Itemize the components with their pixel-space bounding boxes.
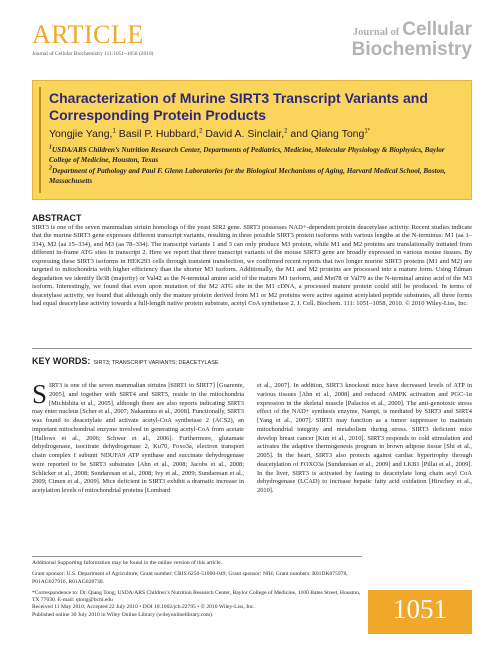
journal-citation: Journal of Cellular Biochemistry 111:1051–1058 (2010) — [32, 51, 154, 57]
supporting-info-note: Additional Supporting Information may be found in the online version of this article. — [32, 560, 222, 566]
affiliation-1 — [49, 146, 459, 165]
title-box — [32, 80, 472, 200]
keywords-line — [32, 348, 472, 369]
body-text-left: IRT3 is one of the seven mammalian sirtuins [SIRT1 to SIRT7] [Guarente, 2005], and together with SIRT4 and SIRT5, reside in the mitochondria [Michishita et al., 2005], although there are also reports indicating SIRT3 may enter nucleus [Scher et al., 2007; Nakamura et al., 2008]. Functionally, SIRT3 was found to deacetylate and activate acetyl-CoA synthetase 2 (ACS2), an important mitochondrial enzyme involved in generating acetyl-CoA from acetate [Hallows et al., 2006; Schwer et al., 2006]. Furthermore, glutamate dehydrogenase, isocitrate dehydrogenase 2, Ku70, Foxo3a, electron transport chain complex I subunit NDUFA9 ATP synthase and succinate dehydrogenase were reported to be SIRT3 substrates [Ahn et al., 2008; Jacobs et al., 2008; Schlicker et al., 2008; Sundaresan et al., 2008; Ivy et al., 2009; Sundaresan et al., 2009; Cimen et al., 2009]. Mice deficient in SIRT3 exhibit a dramatic increase in acetylation levels of mitochondrial proteins [Lombard — [32, 382, 244, 494]
author-name: Basil P. Hubbard, — [115, 128, 200, 140]
body-column-right — [257, 382, 472, 496]
affiliation-2 — [49, 167, 459, 186]
section-label: ARTICLE — [32, 20, 144, 49]
author-affiliation-mark: 2 — [199, 128, 203, 135]
journal-logo — [352, 20, 472, 59]
journal-biochemistry: Biochemistry — [351, 39, 472, 60]
author-list — [49, 128, 370, 140]
keywords-values: SIRT3; TRANSCRIPT VARIANTS; DEACETYLASE — [93, 360, 219, 366]
author-name: and Qiang Tong — [287, 128, 365, 140]
title-box-accent-bar — [39, 87, 41, 193]
article-title: Characterization of Murine SIRT3 Transcript Variants and Corresponding Protein Products — [49, 90, 428, 123]
affiliation-mark: 2 — [49, 165, 52, 172]
footnotes — [32, 556, 362, 619]
author-affiliation-mark: 1* — [364, 128, 371, 135]
affiliation-text: Department of Pathology and Paul F. Glenn Laboratories for the Biological Mechanisms of Aging, Harvard Medical School, Boston, Massachusetts — [49, 167, 446, 185]
keywords-label: KEY WORDS: — [32, 356, 91, 366]
journal-of: Journal of — [352, 27, 400, 38]
drop-cap: S — [32, 379, 48, 409]
author-affiliation-mark: 1 — [112, 128, 116, 135]
published-info: Published online 30 July 2010 in Wiley Online Library (wileyonlinelibrary.com). — [32, 611, 214, 618]
body-text-right: et al., 2007]. In addition, SIRT3 knockout mice have decreased levels of ATP in various tissues [Ahn et al., 2008] and reduced AMPK activation and PGC-1α expression in the skeletal muscle [Palacios et al., 2009]. The anti-genotoxic stress effect of the NAD+ synthesis enzyme, Nampt, is mediated by SIRT3 and SIRT4 [Yang et al., 2007]. SIRT3 may function as a tumor suppressor to maintain mitochondrial integrity and metabolism during stress. SIRT3 deficient mice develop breast cancer [Kim et al., 2010]. SIRT3 responds to cold stimulation and activates the adaptive thermogenesis program in brown adipose tissue [Shi et al., 2005]. In the heart, SIRT3 also protects against cardiac hypertrophy through deacetylation of FOXO3a [Sundaresan et al., 2009] and LKB1 [Pillai et al., 2009]. In the liver, SIRT3 is activated by fasting to deacetylate long chain acyl CoA dehydrogenase (LCAD) to increase hepatic fatty acid oxidation [Hirschey et al., 2010]. — [257, 382, 472, 494]
header-left — [32, 22, 153, 57]
page-number: 1051 — [393, 594, 447, 624]
abstract-body: SIRT3 is one of the seven mammalian sirtuin homologs of the yeast SIR2 gene. SIRT3 possesses NAD+-dependent protein deacetylase activity. Recent studies indicate that the murine SIRT3 gene expresses different transcript variants, resulting in three possible SIRT3 protein isoforms with various lengths at the N-terminus: M1 (aa 1–334), M2 (aa 15–334), and M3 (aa 78–334). The transcript variants 1 and 3 can only produce M3 protein, while M1 and M2 proteins are translationally initiated from different in-frame ATG sites in transcript 2. Here we report that three transcript variants of the mouse SIRT3 gene are broadly expressed in various mouse tissues. By expressing these SIRT3 isoforms in HEK293 cells through transient transfection, we confirmed recent reports that two longer murine SIRT3 proteins (M1 and M2) are targeted to mitochondria with higher efficiency than the shorter M3 isoform. Additionally, the M1 and M2 proteins are processed into a mature form. Using Edman degradation we identify Ile38 (majority) or Val42 as the N-terminal amino acid of the mature M1 isoform, and Met78 or Val79 as the N-terminal amino acid of the M3 isoform. Interestingly, we found that even upon mutation of the M2 ATG site in the M1 cDNA, a processed mature protein could still be produced. In terms of deacetylase activity, we found that although only the mature protein derived from M1 or M2 proteins were active against acetylated peptide substrates, all three forms had equal deacetylase activity towards a full-length native protein substrate, acetyl CoA synthetase 2. J. Cell. Biochem. 111: 1051–1058, 2010. © 2010 Wiley-Liss, Inc. — [32, 224, 472, 308]
page-number-box — [368, 590, 472, 634]
grant-info: Grant sponsor: U.S. Department of Agriculture; Grant number: CRIS 6250-51000-049; Grant sponsor: NIH; Grant numbers: R01DK075978, P01AG027916, R01AG028730. — [32, 571, 348, 585]
abstract-heading: ABSTRACT — [32, 213, 82, 223]
received-info: Received 11 May 2010; Accepted 22 July 2010 • DOI 10.1002/jcb.22795 • © 2010 Wiley-Liss, Inc. — [32, 604, 255, 611]
correspondence-info: *Correspondence to: Dr. Qiang Tong, USDA/ARS Children’s Nutrition Research Center, Baylor College of Medicine, 1100 Bates Street, Houston, TX 77030. E-mail: qtong@bcm.edu — [32, 589, 361, 604]
journal-cellular: Cellular — [402, 19, 472, 40]
author-affiliation-mark: 2 — [284, 128, 288, 135]
body-column-left — [32, 379, 244, 496]
affiliation-mark: 1 — [49, 144, 52, 151]
author-name: Yongjie Yang, — [49, 128, 113, 140]
author-name: David A. Sinclair, — [202, 128, 285, 140]
affiliation-text: USDA/ARS Children’s Nutrition Research Center, Departments of Pediatrics, Medicine, Molecular Physiology & Biophysics, Baylor College of Medicine, Houston, Texas — [49, 146, 445, 164]
